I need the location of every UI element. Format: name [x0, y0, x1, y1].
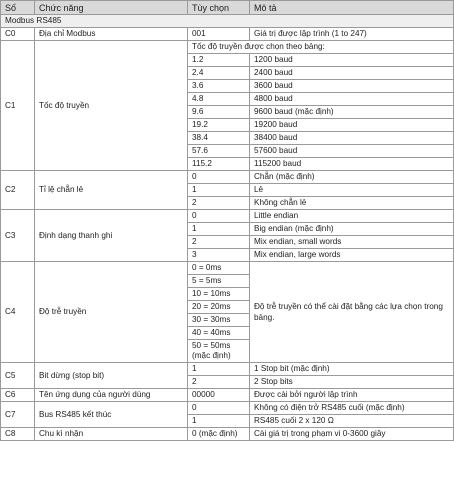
table-row [1, 402, 454, 415]
table-row [1, 210, 454, 223]
option-desc: 2 Stop bits [250, 376, 454, 389]
param-option: 001 [188, 28, 250, 41]
option-value: 5 = 5ms [188, 275, 250, 288]
table-row [1, 363, 454, 376]
option-value: 1 [188, 415, 250, 428]
option-default-note: (mặc định) [192, 351, 231, 360]
option-desc: Mix endian, large words [250, 249, 454, 262]
option-value: 1 [188, 184, 250, 197]
param-code: C2 [1, 171, 35, 210]
param-code: C0 [1, 28, 35, 41]
param-code: C7 [1, 402, 35, 428]
param-desc: Cài giá trị trong phạm vi 0-3600 giây [250, 428, 454, 441]
table-row [1, 428, 454, 441]
option-desc: 2400 baud [250, 67, 454, 80]
option-value: 4.8 [188, 93, 250, 106]
option-desc: 38400 baud [250, 132, 454, 145]
option-value: 0 = 0ms [188, 262, 250, 275]
option-value: 30 = 30ms [188, 314, 250, 327]
option-desc: Big endian (mặc định) [250, 223, 454, 236]
param-name: Độ trễ truyền [35, 262, 188, 363]
option-value: 57.6 [188, 145, 250, 158]
param-option: 00000 [188, 389, 250, 402]
option-desc: 115200 baud [250, 158, 454, 171]
param-code: C3 [1, 210, 35, 262]
param-desc: Được cài bởi người lập trình [250, 389, 454, 402]
param-code: C4 [1, 262, 35, 363]
header-mo-ta: Mô tả [250, 1, 454, 15]
option-value: 2 [188, 236, 250, 249]
option-value: 10 = 10ms [188, 288, 250, 301]
table-row [1, 389, 454, 402]
option-value: 0 [188, 171, 250, 184]
param-name: Tốc độ truyền [35, 41, 188, 171]
option-desc: RS485 cuối 2 x 120 Ω [250, 415, 454, 428]
param-name: Tỉ lệ chẵn lẻ [35, 171, 188, 210]
table-row [1, 28, 454, 41]
option-desc: Little endian [250, 210, 454, 223]
param-intro: Tốc độ truyền được chọn theo bảng: [188, 41, 454, 54]
option-value: 40 = 40ms [188, 327, 250, 340]
option-desc: Không có điện trở RS485 cuối (mặc định) [250, 402, 454, 415]
param-code: C1 [1, 41, 35, 171]
option-value: 20 = 20ms [188, 301, 250, 314]
option-value: 2.4 [188, 67, 250, 80]
option-value: 115.2 [188, 158, 250, 171]
header-tuy-chon: Tùy chọn [188, 1, 250, 15]
option-desc: 4800 baud [250, 93, 454, 106]
option-value: 19.2 [188, 119, 250, 132]
param-code: C5 [1, 363, 35, 389]
option-value: 9.6 [188, 106, 250, 119]
option-desc: 57600 baud [250, 145, 454, 158]
option-desc: Chẵn (mặc định) [250, 171, 454, 184]
param-code: C6 [1, 389, 35, 402]
section-row [1, 15, 454, 28]
table-header-row [1, 1, 454, 15]
option-value: 0 [188, 402, 250, 415]
option-desc: 1 Stop bit (mặc định) [250, 363, 454, 376]
table-row [1, 171, 454, 184]
param-name: Bit dừng (stop bit) [35, 363, 188, 389]
option-desc: 9600 baud (mặc định) [250, 106, 454, 119]
param-option: 0 (mặc định) [188, 428, 250, 441]
option-desc: 3600 baud [250, 80, 454, 93]
option-value-line: 50 = 50ms [192, 341, 231, 350]
param-name: Địa chỉ Modbus [35, 28, 188, 41]
option-desc: 1200 baud [250, 54, 454, 67]
section-title: Modbus RS485 [1, 15, 454, 28]
param-name: Chu kì nhận [35, 428, 188, 441]
param-name: Tên ứng dụng của người dùng [35, 389, 188, 402]
option-value: 3 [188, 249, 250, 262]
table-row [1, 262, 454, 275]
option-value: 0 [188, 210, 250, 223]
option-value: 1 [188, 223, 250, 236]
option-value: 2 [188, 197, 250, 210]
option-desc: Không chẵn lẻ [250, 197, 454, 210]
param-name: Bus RS485 kết thúc [35, 402, 188, 428]
option-value: 3.6 [188, 80, 250, 93]
header-chuc-nang: Chức năng [35, 1, 188, 15]
option-desc: Lẻ [250, 184, 454, 197]
option-value: 2 [188, 376, 250, 389]
param-code: C8 [1, 428, 35, 441]
param-desc: Giá trị được lập trình (1 to 247) [250, 28, 454, 41]
option-value-default [188, 340, 250, 363]
option-desc: 19200 baud [250, 119, 454, 132]
option-value: 38.4 [188, 132, 250, 145]
option-value: 1 [188, 363, 250, 376]
param-desc: Độ trễ truyền có thể cài đặt bằng các lựa chọn trong bảng. [250, 262, 454, 363]
table-row [1, 41, 454, 54]
option-desc: Mix endian, small words [250, 236, 454, 249]
param-name: Định dạng thanh ghi [35, 210, 188, 262]
header-so: Số [1, 1, 35, 15]
option-value: 1.2 [188, 54, 250, 67]
